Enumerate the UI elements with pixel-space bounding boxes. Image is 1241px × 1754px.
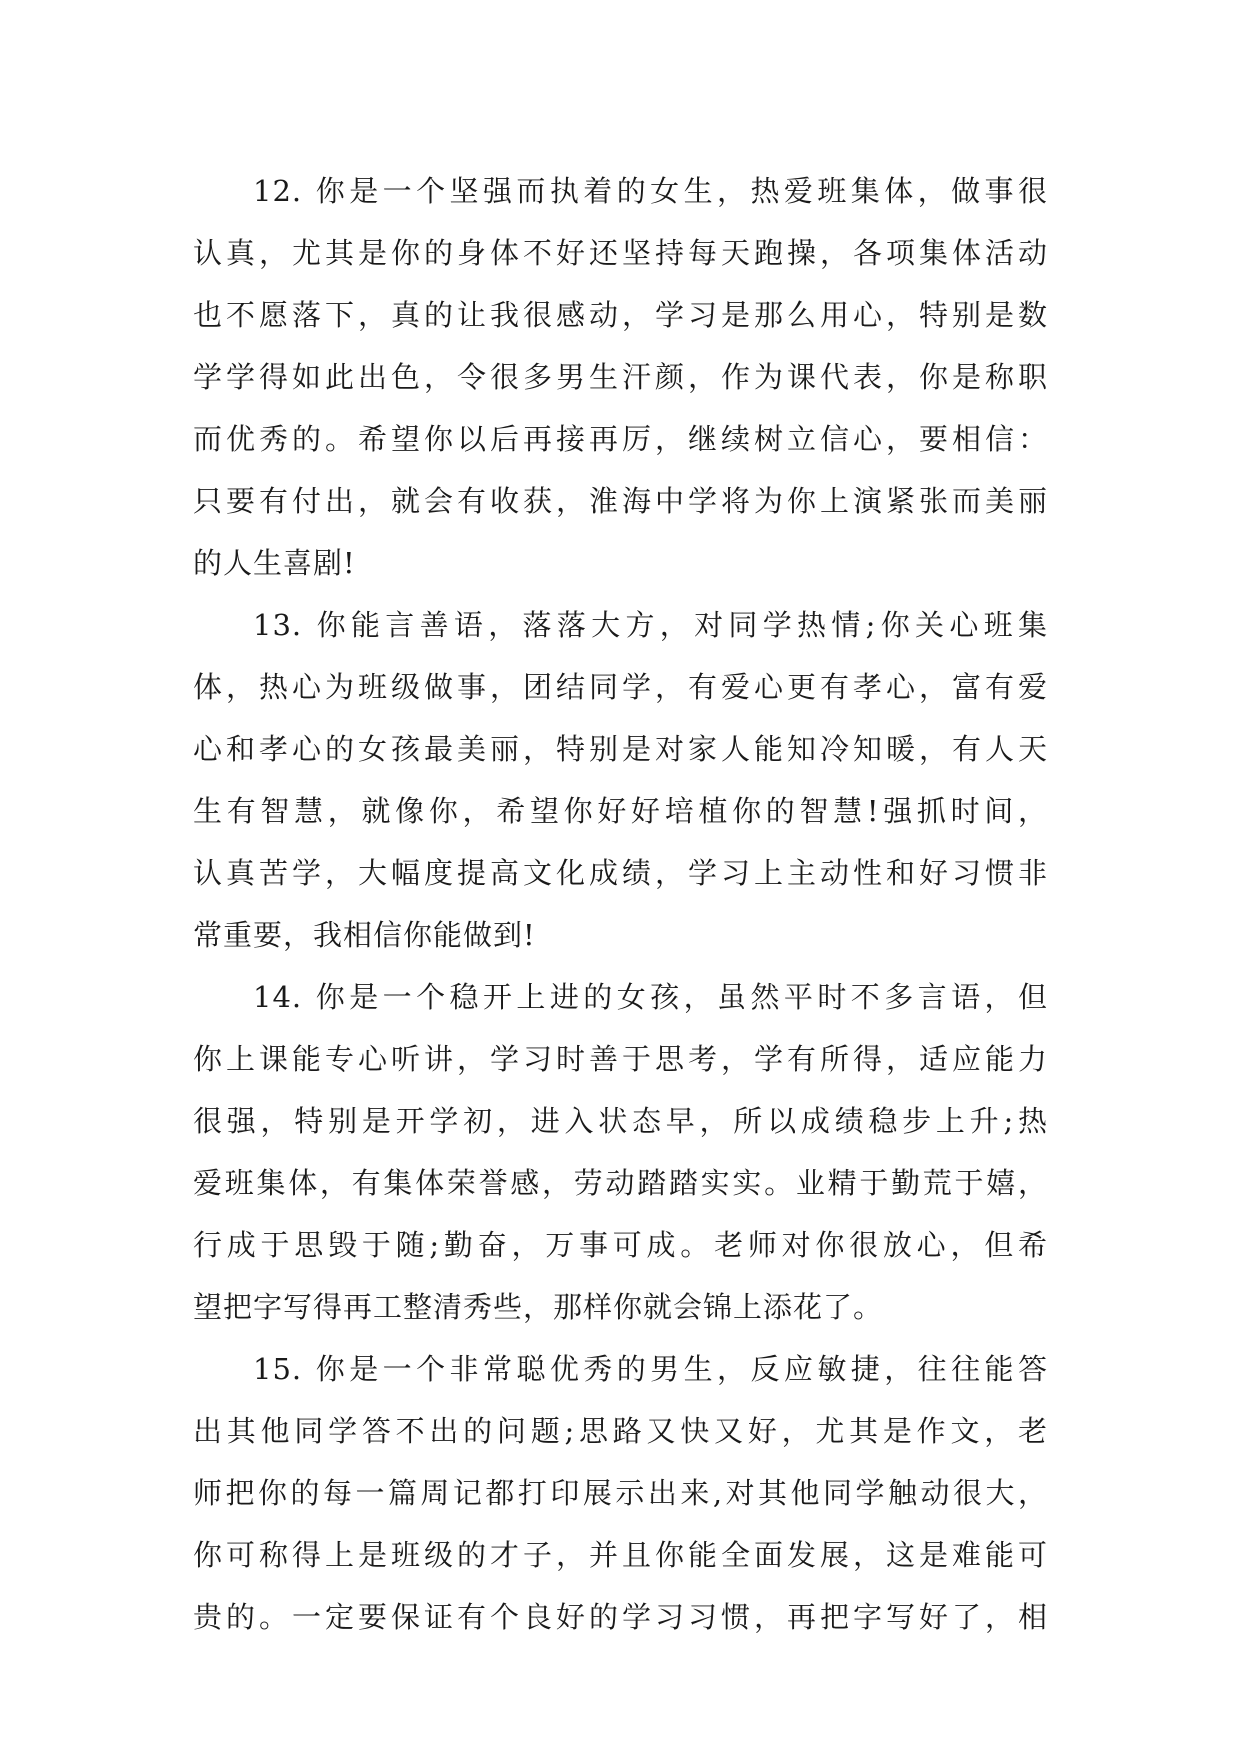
text-line: 也不愿落下，真的让我很感动，学习是那么用心，特别是数 [193, 298, 1048, 332]
text-line: 贵的。一定要保证有个良好的学习习惯，再把字写好了，相 [193, 1600, 1048, 1634]
text-line: 出其他同学答不出的问题;思路又快又好，尤其是作文，老 [193, 1414, 1048, 1448]
text-line: 生有智慧，就像你，希望你好好培植你的智慧!强抓时间， [193, 794, 1048, 828]
text-line: 望把字写得再工整清秀些，那样你就会锦上添花了。 [193, 1290, 884, 1324]
text-line: 14. 你是一个稳开上进的女孩，虽然平时不多言语，但 [253, 980, 1048, 1014]
text-line: 的人生喜剧! [193, 546, 356, 580]
text-line: 很强，特别是开学初，进入状态早，所以成绩稳步上升;热 [193, 1104, 1048, 1138]
text-line: 师把你的每一篇周记都打印展示出来,对其他同学触动很大， [193, 1476, 1048, 1510]
text-line: 13. 你能言善语，落落大方，对同学热情;你关心班集 [253, 608, 1048, 642]
text-line: 体，热心为班级做事，团结同学，有爱心更有孝心，富有爱 [193, 670, 1048, 704]
text-line: 你可称得上是班级的才子，并且你能全面发展，这是难能可 [193, 1538, 1048, 1572]
text-line: 认真，尤其是你的身体不好还坚持每天跑操，各项集体活动 [193, 236, 1048, 270]
text-line: 而优秀的。希望你以后再接再厉，继续树立信心，要相信： [193, 422, 1048, 456]
text-line: 认真苦学，大幅度提高文化成绩，学习上主动性和好习惯非 [193, 856, 1048, 890]
paragraph-14 [193, 966, 1048, 1338]
text-line: 爱班集体，有集体荣誉感，劳动踏踏实实。业精于勤荒于嬉， [193, 1166, 1048, 1200]
paragraph-12 [193, 160, 1048, 594]
text-line: 行成于思毁于随;勤奋，万事可成。老师对你很放心，但希 [193, 1228, 1048, 1262]
text-line: 心和孝心的女孩最美丽，特别是对家人能知冷知暖，有人天 [193, 732, 1048, 766]
document-body [193, 160, 1048, 1648]
text-line: 常重要，我相信你能做到! [193, 918, 536, 952]
text-line: 15. 你是一个非常聪优秀的男生，反应敏捷，往往能答 [253, 1352, 1048, 1386]
paragraph-13 [193, 594, 1048, 966]
paragraph-15 [193, 1338, 1048, 1648]
text-line: 学学得如此出色，令很多男生汗颜，作为课代表，你是称职 [193, 360, 1048, 394]
text-line: 只要有付出，就会有收获，淮海中学将为你上演紧张而美丽 [193, 484, 1048, 518]
text-line: 12. 你是一个坚强而执着的女生，热爱班集体，做事很 [253, 174, 1048, 208]
text-line: 你上课能专心听讲，学习时善于思考，学有所得，适应能力 [193, 1042, 1048, 1076]
